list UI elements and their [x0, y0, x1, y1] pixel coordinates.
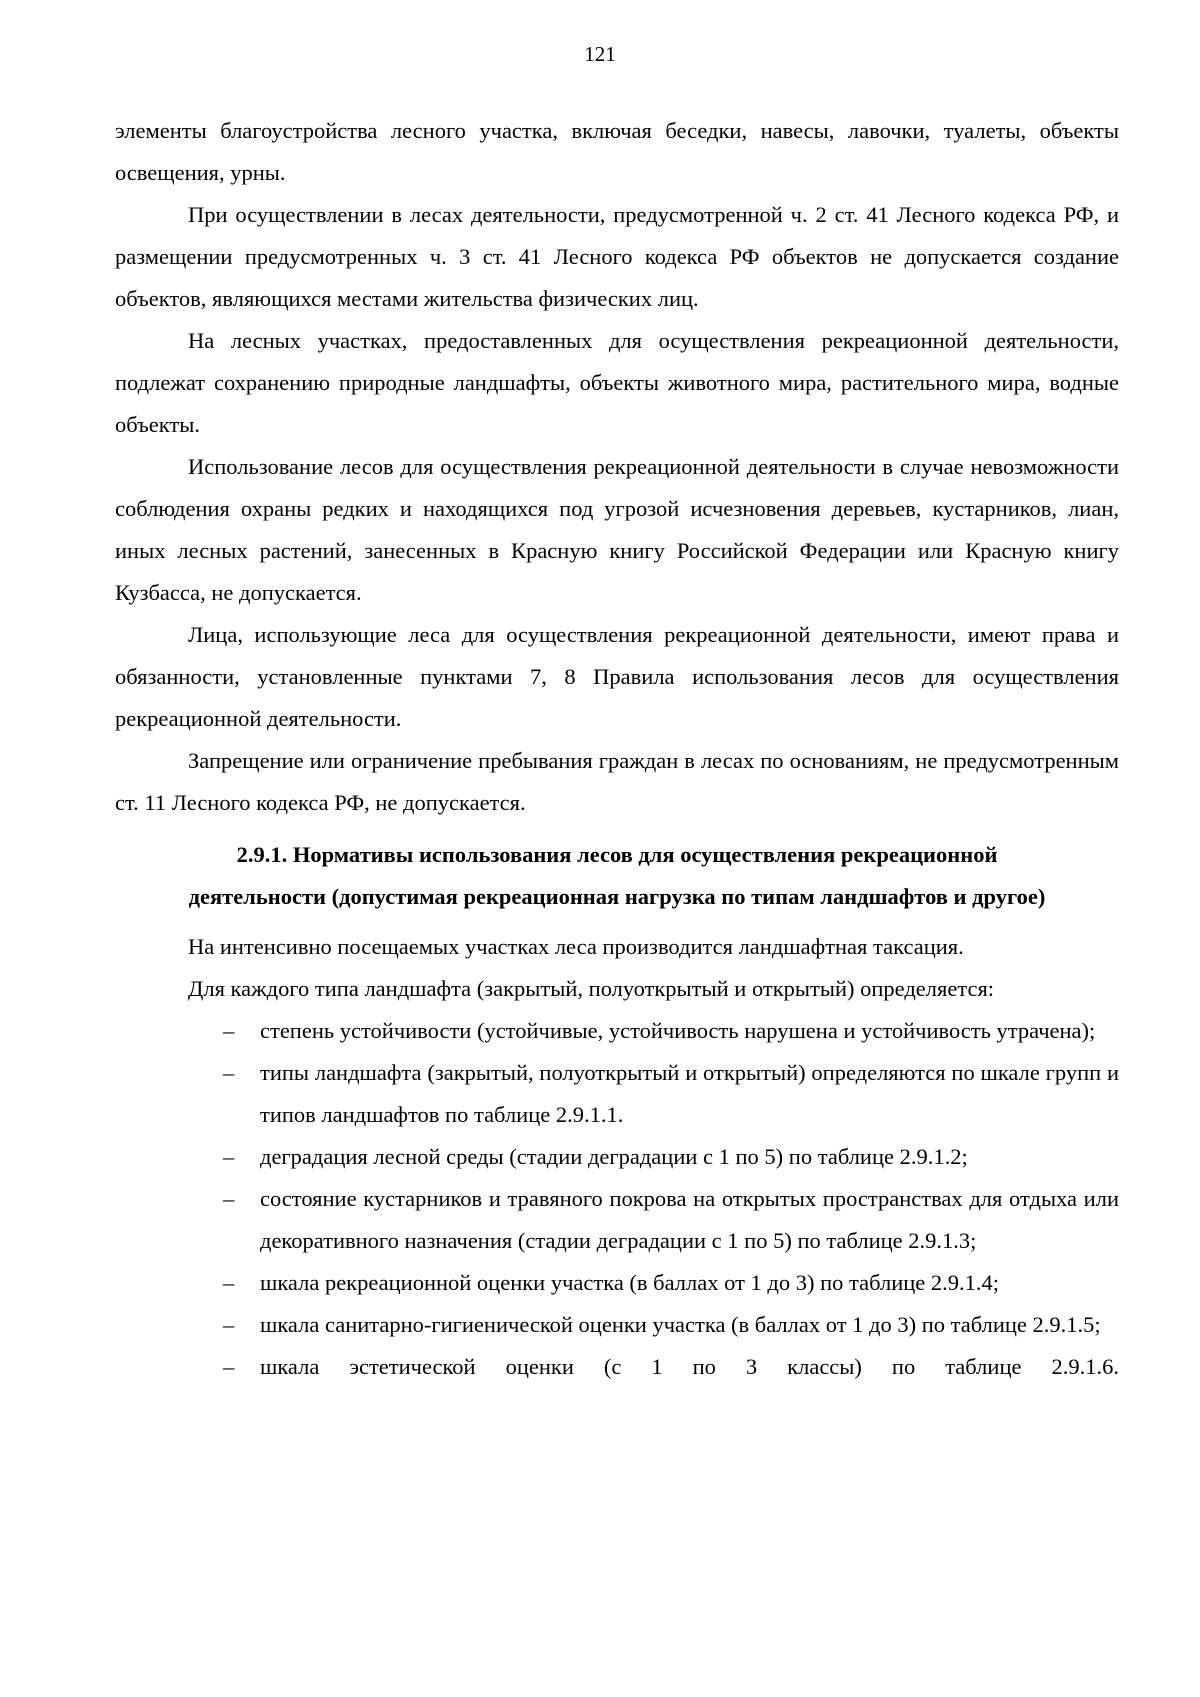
- paragraph-prohibition: Запрещение или ограничение пребывания граждан в лесах по основаниям, не предусмотренным ст. 11 Лесного кодекса РФ, не допускается.: [115, 748, 1119, 815]
- section-heading-line-1: 2.9.1. Нормативы использования лесов для осуществления рекреационной: [236, 842, 998, 867]
- page-content: [115, 110, 1119, 1388]
- paragraph-amenities: элементы благоустройства лесного участка, включая беседки, навесы, лавочки, туалеты, объекты освещения, урны.: [115, 118, 1119, 185]
- list-dash: –: [223, 1144, 235, 1169]
- list-dash: –: [223, 1270, 235, 1295]
- list-item-text: состояние кустарников и травяного покрова на открытых пространствах для отдыха или декоративного назначения (стадии деградации с 1 по 5) по таблице 2.9.1.3;: [260, 1186, 1119, 1253]
- list-item: [115, 1010, 1119, 1052]
- list-item: [115, 1262, 1119, 1304]
- list-item-text: шкала санитарно-гигиенической оценки участка (в баллах от 1 до 3) по таблице 2.9.1.5;: [260, 1312, 1101, 1337]
- section-heading-line-2: деятельности (допустимая рекреационная нагрузка по типам ландшафтов и другое): [188, 884, 1046, 909]
- section-heading: [115, 834, 1119, 918]
- list-item-text: типы ландшафта (закрытый, полуоткрытый и открытый) определяются по шкале групп и типов ландшафтов по таблице 2.9.1.1.: [260, 1060, 1119, 1127]
- paragraph-preservation: На лесных участках, предоставленных для осуществления рекреационной деятельности, подлежат сохранению природные ландшафты, объекты животного мира, растительного мира, водные объекты.: [115, 328, 1119, 437]
- list-item-text: шкала эстетической оценки (с 1 по 3 классы) по таблице 2.9.1.6.: [260, 1354, 1119, 1379]
- list-item: [115, 1136, 1119, 1178]
- paragraph-red-book: Использование лесов для осуществления рекреационной деятельности в случае невозможности соблюдения охраны редких и находящихся под угрозой исчезновения деревьев, кустарников, лиан, иных лесных растений, занесенных в Красную книгу Российской Федерации или Красную книгу Кузбасса, не допускается.: [115, 454, 1119, 605]
- criteria-list: [115, 1010, 1119, 1388]
- paragraph-residence-restriction: При осуществлении в лесах деятельности, предусмотренной ч. 2 ст. 41 Лесного кодекса РФ, и размещении предусмотренных ч. 3 ст. 41 Лесного кодекса РФ объектов не допускается создание объектов, являющихся местами жительства физических лиц.: [115, 202, 1119, 311]
- list-item: [115, 1304, 1119, 1346]
- list-item: [115, 1178, 1119, 1262]
- paragraph-rights: Лица, использующие леса для осуществления рекреационной деятельности, имеют права и обязанности, установленные пунктами 7, 8 Правила использования лесов для осуществления рекреационной деятельности.: [115, 622, 1119, 731]
- list-dash: –: [223, 1186, 235, 1211]
- paragraph-list-intro: Для каждого типа ландшафта (закрытый, полуоткрытый и открытый) определяется:: [188, 976, 995, 1001]
- list-item-text: деградация лесной среды (стадии деградации с 1 по 5) по таблице 2.9.1.2;: [260, 1144, 968, 1169]
- page-number: 121: [584, 42, 616, 66]
- list-dash: –: [223, 1060, 235, 1085]
- list-item: [115, 1346, 1119, 1388]
- list-item-text: шкала рекреационной оценки участка (в баллах от 1 до 3) по таблице 2.9.1.4;: [260, 1270, 1000, 1295]
- list-item-text: степень устойчивости (устойчивые, устойчивость нарушена и устойчивость утрачена);: [260, 1018, 1096, 1043]
- paragraph-taxation: На интенсивно посещаемых участках леса производится ландшафтная таксация.: [188, 934, 964, 959]
- list-item: [115, 1052, 1119, 1136]
- list-dash: –: [223, 1354, 235, 1379]
- list-dash: –: [223, 1018, 235, 1043]
- list-dash: –: [223, 1312, 235, 1337]
